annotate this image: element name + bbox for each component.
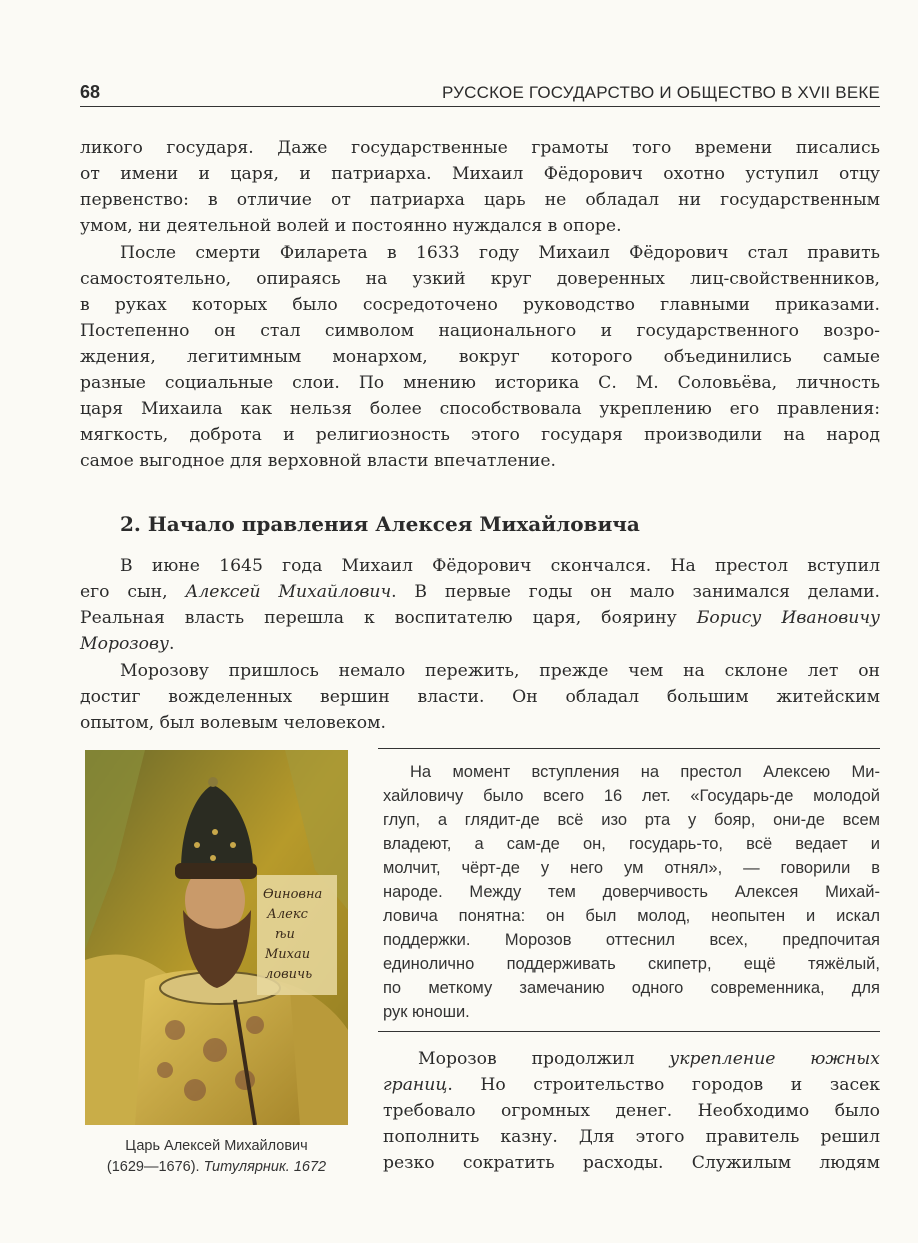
text-line: Постепенно он стал символом национального и государственного возро-	[80, 321, 880, 341]
sidebar-line: молчит, чёрт-де у него ум отнял», — говорили в	[383, 859, 880, 877]
sidebar-line: народе. Между тем доверчивость Алексея Михай-	[383, 883, 880, 901]
text-line: резко сократить расходы. Служилым людям	[383, 1153, 880, 1173]
text-line: требовало огромных денег. Необходимо было	[383, 1101, 880, 1121]
portrait-inscription: Алекс	[267, 907, 308, 922]
text-fragment: . Но строительство городов и засек	[447, 1075, 880, 1095]
sidebar-line: владеют, а сам-де он, государь-то, всё ведает и	[383, 835, 880, 853]
sidebar-line: единолично поддерживать скипетр, ещё тяжёлый,	[383, 955, 880, 973]
portrait-illustration	[85, 750, 348, 1125]
text-line: достиг вожделенных вершин власти. Он обладал большим житейским	[80, 687, 880, 707]
text-fragment: Реальная власть перешла к воспитателю царя, боярину	[80, 608, 697, 628]
portrait-caption-line: Царь Алексей Михайлович	[125, 1138, 308, 1154]
sidebar-line: ловича понятна: он был молод, неопытен и искал	[383, 907, 880, 925]
section-heading: 2. Начало правления Алексея Михайловича	[120, 512, 640, 536]
text-line	[418, 1046, 880, 1072]
text-line: в руках которых было сосредоточено руководство главными приказами.	[80, 295, 880, 315]
person-name: Морозову	[80, 634, 169, 654]
text-line	[80, 579, 880, 605]
text-line: ждения, легитимным монархом, вокруг которого объединились самые	[80, 347, 880, 367]
text-line: разные социальные слои. По мнению историка С. М. Соловьёва, личность	[80, 373, 880, 393]
sidebar-line: хайловичу было всего 16 лет. «Государь-де молодой	[383, 787, 880, 805]
tsar-portrait	[85, 750, 348, 1125]
text-line: Морозову пришлось немало пережить, прежде чем на склоне лет он	[120, 661, 880, 681]
person-name: Алексей Михайлович	[185, 582, 392, 602]
text-fragment: .	[169, 634, 175, 654]
emphasis-term: границ	[383, 1075, 448, 1095]
page-header	[80, 80, 880, 107]
text-line	[383, 1072, 880, 1098]
text-fragment: . В первые годы он мало занимался делами.	[391, 582, 880, 602]
person-name: Борису Ивановичу	[696, 608, 880, 628]
text-fragment: его сын,	[80, 582, 186, 602]
text-line	[80, 631, 880, 657]
text-line: опытом, был волевым человеком.	[80, 713, 386, 733]
text-line: от имени и царя, и патриарха. Михаил Фёдорович охотно уступил отцу	[80, 164, 880, 184]
portrait-inscription: Михаи	[265, 947, 311, 962]
caption-dates: (1629—1676).	[106, 1159, 204, 1175]
text-fragment: Морозов продолжил	[418, 1049, 670, 1069]
sidebar-top-rule	[378, 748, 880, 749]
portrait-caption-line	[85, 1157, 348, 1178]
emphasis-term: укрепление южных	[669, 1049, 880, 1069]
portrait-inscription: Ѳиновна	[263, 887, 323, 902]
portrait-inscription: ѣи	[275, 927, 295, 942]
text-line: В июне 1645 года Михаил Фёдорович скончался. На престол вступил	[120, 556, 880, 576]
text-line: После смерти Филарета в 1633 году Михаил Фёдорович стал править	[120, 243, 880, 263]
text-line: пополнить казну. Для этого правитель решил	[383, 1127, 880, 1147]
sidebar-bottom-rule	[378, 1031, 880, 1032]
sidebar-line: поддержки. Морозов оттеснил всех, предпочитая	[383, 931, 880, 949]
text-line: первенство: в отличие от патриарха царь не обладал ни государственным	[80, 190, 880, 210]
text-line	[80, 605, 880, 631]
text-line: ликого государя. Даже государственные грамоты того времени писались	[80, 138, 880, 158]
caption-source: Титулярник. 1672	[203, 1159, 327, 1175]
text-line: самое выгодное для верховной власти впечатление.	[80, 451, 557, 471]
page-number: 68	[80, 82, 101, 102]
text-line: царя Михаила как нельзя более способствовала укреплению его правления:	[80, 399, 880, 419]
text-line: умом, ни деятельной волей и постоянно нуждался в опоре.	[80, 216, 622, 236]
sidebar-line: по меткому замечанию одного современника, для	[383, 979, 880, 997]
portrait-inscription: ловичь	[265, 967, 313, 982]
text-line: самостоятельно, опираясь на узкий круг доверенных лиц-свойственников,	[80, 269, 880, 289]
text-line: мягкость, доброта и религиозность этого государя производили на народ	[80, 425, 880, 445]
sidebar-line: На момент вступления на престол Алексею Ми-	[410, 763, 880, 781]
sidebar-line: рук юноши.	[383, 1003, 470, 1021]
running-title: РУССКОЕ ГОСУДАРСТВО И ОБЩЕСТВО В XVII ВЕКЕ	[442, 83, 880, 102]
sidebar-line: глуп, а глядит-де всё изо рта у бояр, они-де всем	[383, 811, 880, 829]
